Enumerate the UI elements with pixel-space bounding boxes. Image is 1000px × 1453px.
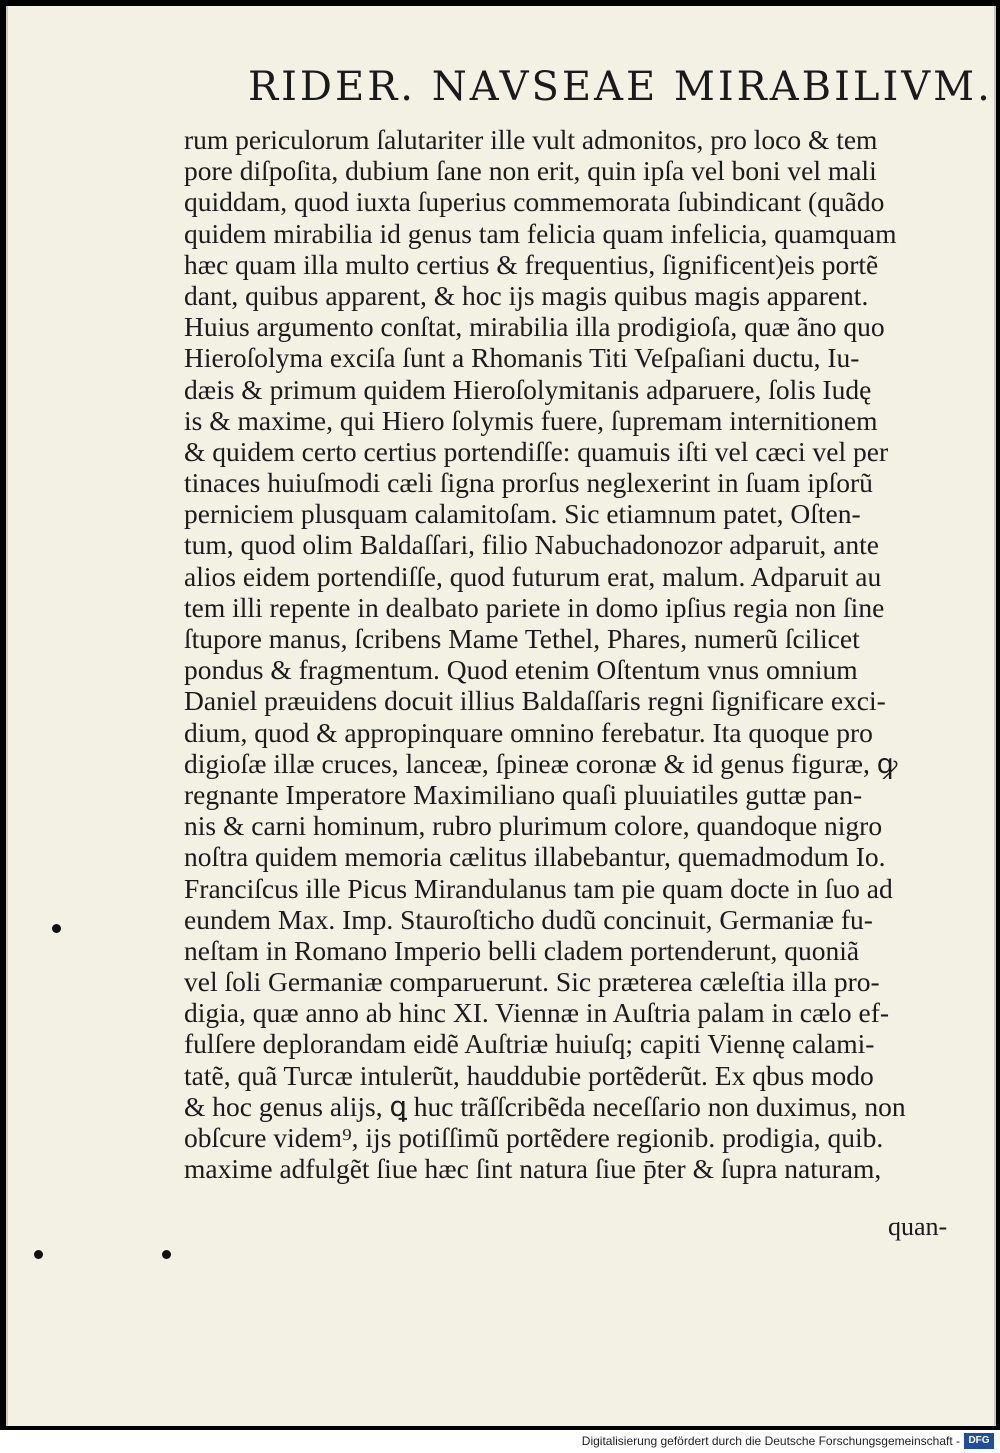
text-line: hæc quam illa multo certius & frequentius, ſignificent)eis portẽ	[184, 248, 879, 280]
text-line: & hoc genus alijs, ꝗ huc trãſſcribẽda neceſſario non duximus, non	[184, 1090, 906, 1122]
text-line: vel ſoli Germaniæ comparuerunt. Sic præterea cæleſtia illa pro-	[184, 966, 880, 998]
text-line: tinaces huiuſmodi cæli ſigna prorſus neglexerint in ſuam ipſorũ	[184, 467, 873, 499]
catchword: quan-	[888, 1212, 948, 1241]
text-line: pondus & fragmentum. Quod etenim Oſtentum vnus omnium	[184, 654, 858, 686]
text-line: tum, quod olim Baldaſſari, filio Nabuchadonozor adparuit, ante	[184, 529, 879, 561]
text-line: quiddam, quod iuxta ſuperius commemorata ſubindicant (quãdo	[184, 186, 885, 218]
margin-dot	[34, 1250, 43, 1259]
footer-bar	[0, 1430, 1000, 1453]
text-line: Franciſcus ille Picus Mirandulanus tam pie quam docte in ſuo ad	[184, 872, 893, 904]
text-line: dæis & primum quidem Hieroſolymitanis adparuere, ſolis Iudę	[184, 373, 872, 405]
text-line: neſtam in Romano Imperio belli cladem portenderunt, quoniã	[184, 934, 860, 966]
text-line: Hieroſolyma exciſa ſunt a Rhomanis Titi Veſpaſiani ductu, Iu-	[184, 342, 860, 374]
text-line: noſtra quidem memoria cælitus illabebantur, quemadmodum Io.	[184, 841, 886, 873]
text-line: regnante Imperatore Maximiliano quaſi pluuiatiles guttæ pan-	[184, 778, 863, 810]
dfg-logo-icon: DFG	[964, 1433, 994, 1449]
text-line: tem illi repente in dealbato pariete in domo ipſius regia non ſine	[184, 591, 885, 623]
text-line: Huius argumento conſtat, mirabilia illa prodigioſa, quæ ãno quo	[184, 311, 885, 343]
text-line: nis & carni hominum, rubro plurimum colore, quandoque nigro	[184, 810, 883, 842]
footer-credit: Digitalisierung gefördert durch die Deutsche Forschungsgemeinschaft -	[581, 1434, 960, 1448]
text-line: Daniel præuidens docuit illius Baldaſſaris regni ſignificare exci-	[184, 685, 886, 717]
running-head: RIDER. NAVSEAE MIRABILIVM.	[248, 64, 993, 110]
text-line: pore diſpoſita, dubium ſane non erit, quin ipſa vel boni vel mali	[184, 155, 877, 187]
text-line: ſtupore manus, ſcribens Mame Tethel, Phares, numerũ ſcilicet	[184, 623, 860, 654]
scanned-page	[6, 6, 996, 1426]
text-line: maxime adfulgẽt ſiue hæc ſint natura ſiue p̄ter & ſupra naturam,	[184, 1153, 882, 1185]
text-line: eundem Max. Imp. Stauroſticho dudũ concinuit, Germaniæ fu-	[184, 903, 873, 935]
text-line: dant, quibus apparent, & hoc ijs magis quibus magis apparent.	[184, 279, 869, 311]
text-line: tatẽ, quã Turcæ intulerũt, hauddubie portẽderũt. Ex qbus modo	[184, 1059, 874, 1091]
text-line: is & maxime, qui Hiero ſolymis fuere, ſupremam internitionem	[184, 404, 878, 436]
text-line: obſcure videm⁹, ijs potiſſimũ portẽdere regionib. prodigia, quib.	[184, 1122, 884, 1153]
text-line: digia, quæ anno ab hinc XI. Viennæ in Auſtria palam in cælo ef-	[184, 997, 890, 1029]
text-line: digioſæ illæ cruces, lanceæ, ſpineæ coronæ & id genus figuræ, ꝙ	[184, 747, 898, 779]
text-line: dium, quod & appropinquare omnino ferebatur. Ita quoque pro	[184, 716, 873, 748]
text-line: quidem mirabilia id genus tam felicia quam infelicia, quamquam	[184, 217, 897, 249]
margin-dot	[52, 924, 61, 933]
text-line: & quidem certo certius portendiſſe: quamuis iſti vel cæci vel per	[184, 435, 889, 467]
margin-dot	[162, 1250, 171, 1259]
text-line: perniciem plusquam calamitoſam. Sic etiamnum patet, Oſten-	[184, 498, 861, 530]
body-text	[184, 124, 974, 1184]
text-line: rum periculorum ſalutariter ille vult admonitos, pro loco & tem	[184, 124, 878, 155]
text-line: fulſere deplorandam eidẽ Auſtriæ huiuſq; capiti Viennę calami-	[184, 1028, 875, 1060]
text-line: alios eidem portendiſſe, quod futurum erat, malum. Adparuit au	[184, 560, 882, 592]
